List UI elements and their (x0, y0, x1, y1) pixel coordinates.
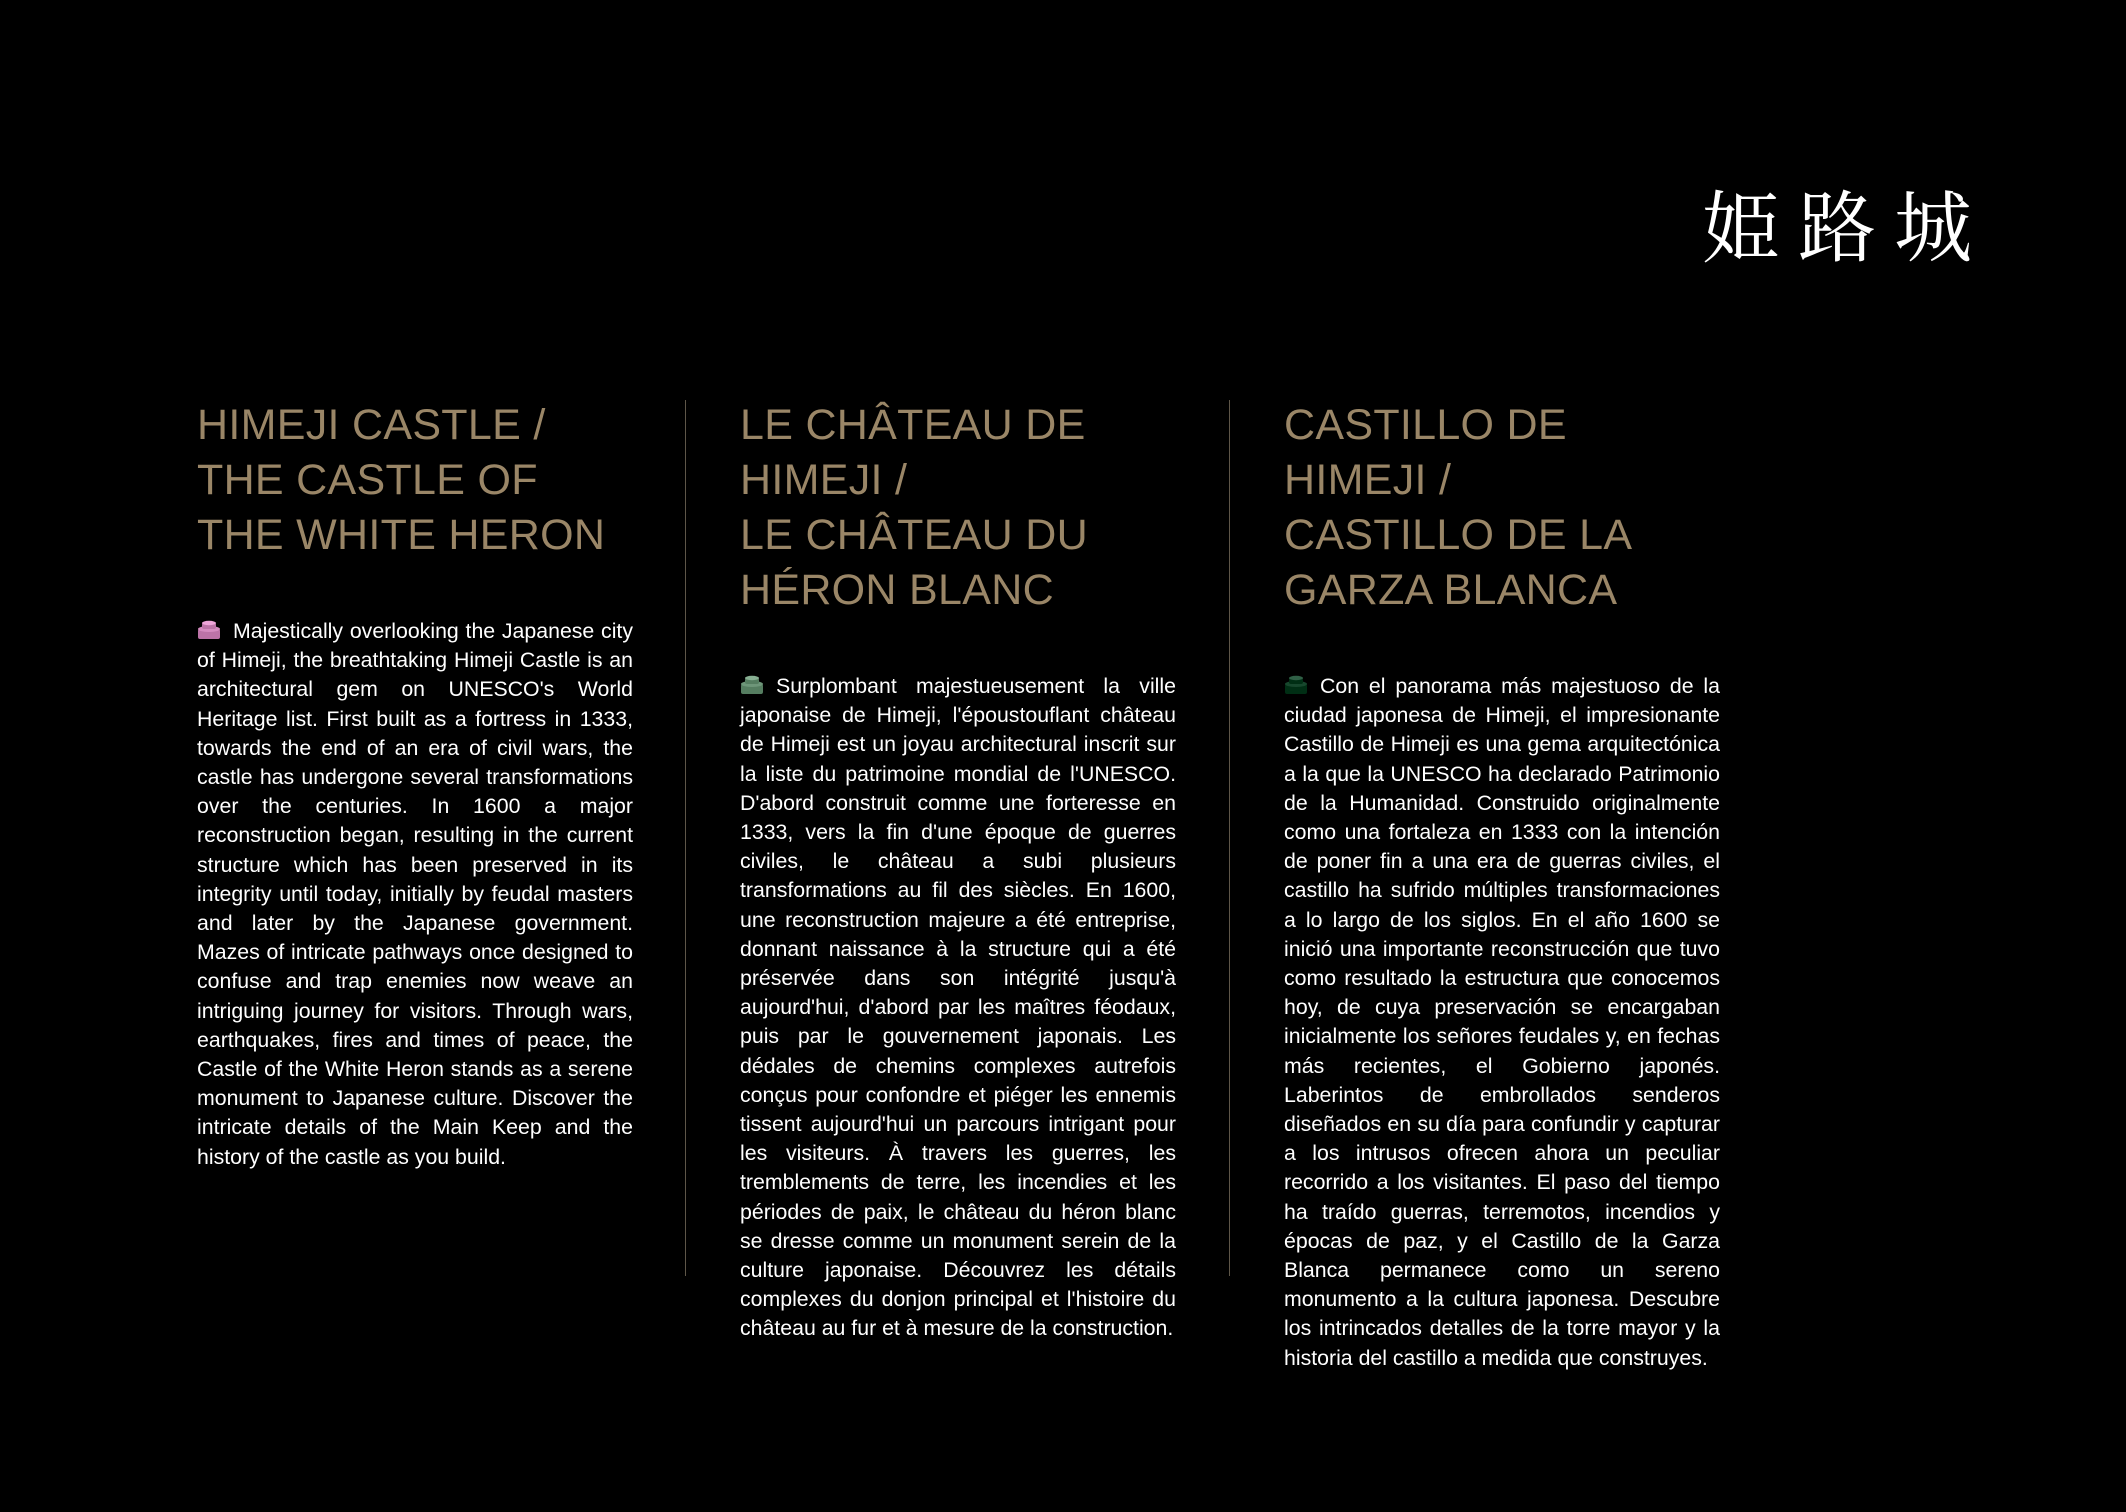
english-body-text: Majestically overlooking the Japanese city of Himeji, the breathtaking Himeji Castle is an architectural gem on UNESCO's World Heritage list. First built as a fortress in 1333, towards the end of an era of civil wars, the castle has undergone several transformations over the centuries. In 1600 a major reconstruction began, resulting in the current structure which has been preserved in its integrity until today, initially by feudal masters and later by the Japanese government. Mazes of intricate pathways once designed to confuse and trap enemies now weave an intriguing journey for visitors. Through wars, earthquakes, fires and times of peace, the Castle of the White Heron stands as a serene monument to Japanese culture. Discover the intricate details of the Main Keep and the history of the castle as you build. (197, 619, 633, 1169)
pink-brick-icon (197, 620, 221, 640)
sage-green-brick-icon (740, 675, 764, 695)
column-divider (685, 400, 686, 1276)
dark-green-brick-icon (1284, 675, 1308, 695)
french-heading: LE CHÂTEAU DE HIMEJI / LE CHÂTEAU DU HÉRON BLANC (740, 401, 1088, 614)
french-body (740, 672, 1176, 1344)
spanish-section (1284, 398, 1720, 1373)
french-section (740, 398, 1176, 1344)
spanish-body-text: Con el panorama más majestuoso de la ciudad japonesa de Himeji, el impresionante Castillo de Himeji es una gema arquitectónica a la que la UNESCO ha declarado Patrimonio de la Humanidad. Construido originalmente como una fortaleza en 1333 con la intención de poner fin a una era de guerras civiles, el castillo ha sufrido múltiples transformaciones a lo largo de los siglos. En el año 1600 se inició una importante reconstrucción que tuvo como resultado la estructura que conocemos hoy, de cuya preservación se encargaban inicialmente los señores feudales y, en fechas más recientes, el Gobierno japonés. Laberintos de embrollados senderos diseñados en su día para confundir y capturar a los intrusos ofrecen ahora un peculiar recorrido a los visitantes. El paso del tiempo ha traído guerras, terremotos, incendios y épocas de paz, y el Castillo de la Garza Blanca permanece como un sereno monumento a la cultura japonesa. Descubre los intrincados detalles de la torre mayor y la historia del castillo a medida que construyes. (1284, 674, 1720, 1370)
kanji-title: 姫路城 (1701, 184, 1990, 274)
spanish-heading: CASTILLO DE HIMEJI / CASTILLO DE LA GARZA BLANCA (1284, 401, 1633, 614)
spanish-body (1284, 672, 1720, 1373)
english-body (197, 617, 633, 1172)
english-section (197, 398, 633, 1172)
column-divider (1229, 400, 1230, 1276)
english-heading: HIMEJI CASTLE / THE CASTLE OF THE WHITE HERON (197, 401, 606, 559)
french-body-text: Surplombant majestueusement la ville japonaise de Himeji, l'époustouflant château de Himeji est un joyau architectural inscrit sur la liste du patrimoine mondial de l'UNESCO. D'abord construit comme une forteresse en 1333, vers la fin d'une époque de guerres civiles, le château a subi plusieurs transformations au fil des siècles. En 1600, une reconstruction majeure a été entreprise, donnant naissance à la structure qui a été préservée dans son intégrité jusqu'à aujourd'hui, d'abord par les maîtres féodaux, puis par le gouvernement japonais. Les dédales de chemins complexes autrefois conçus pour confondre et piéger les ennemis tissent aujourd'hui un parcours intrigant pour les visiteurs. À travers les guerres, les tremblements de terre, les incendies et les périodes de paix, le château du héron blanc se dresse comme un monument serein de la culture japonaise. Découvrez les détails complexes du donjon principal et l'histoire du château au fur et à mesure de la construction. (740, 674, 1176, 1341)
